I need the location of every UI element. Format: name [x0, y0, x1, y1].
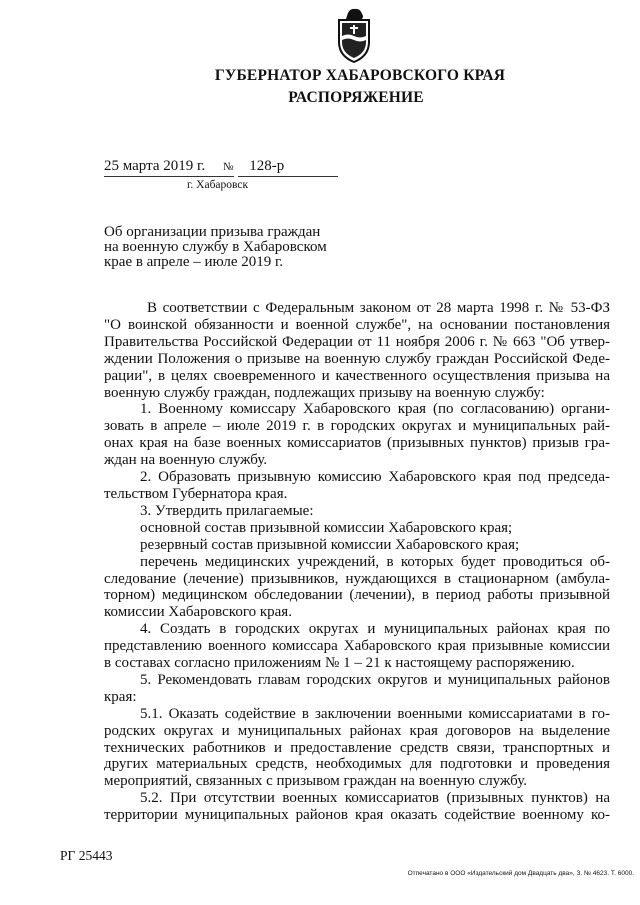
coat-of-arms-emblem [333, 6, 375, 64]
paragraph-item-3 [104, 503, 610, 520]
text-line: других материальных средств, необходимых для подготовки и проведения [104, 756, 610, 773]
text-line: 5. Рекомендовать главам городских округов и муниципальных районов [140, 671, 610, 688]
text-line: комиссии Хабаровского края. [104, 604, 292, 621]
text-line: следование (лечение) призывников, нуждающихся в стационарном (амбула- [104, 570, 610, 587]
document-city: г. Хабаровск [187, 179, 249, 191]
text-line: военную службу граждан, подлежащих призыву на военную службу: [104, 384, 545, 401]
text-line: ждении Положения о призыве на военную службу граждан Российской Феде- [104, 350, 610, 367]
text-line: зовать в апреле – июле 2019 г. в городских округах и муниципальных рай- [104, 418, 610, 435]
paragraph-item-3-b [104, 537, 610, 554]
text-line: родских округах и муниципальных районах края договоров на выделение [104, 722, 610, 739]
text-line: тельством Губернатора края. [104, 485, 288, 502]
subject-line: крае в апреле – июле 2019 г. [104, 254, 284, 270]
text-line: представлению военного комиссара Хабаровского края призывные комиссии [104, 638, 610, 655]
document-subject [104, 225, 344, 270]
document-date-number [104, 158, 284, 175]
paragraph-preamble [104, 300, 610, 401]
paragraph-item-4 [104, 621, 610, 672]
paragraph-item-5-1 [104, 706, 610, 791]
text-line: 2. Образовать призывную комиссию Хабаровского края под председа- [140, 469, 610, 486]
document-number: 128-р [249, 158, 285, 174]
text-line: перечень медицинских учреждений, в которых будет проводиться об- [140, 553, 610, 570]
text-line: торном) медицинском обследовании (лечении), в период работы призывной [104, 587, 610, 604]
text-line: 5.1. Оказать содействие в заключении военными комиссариатами в го- [140, 705, 610, 722]
document-body [104, 300, 610, 824]
paragraph-item-2 [104, 469, 610, 503]
text-line: края: [104, 688, 137, 705]
text-line: основной состав призывной комиссии Хабаровского края; [140, 519, 513, 536]
document-authority-title: ГУБЕРНАТОР ХАБАРОВСКОГО КРАЯ [214, 67, 506, 84]
text-line: "О воинской обязанности и военной службе", на основании постановления [104, 316, 610, 333]
text-line: 1. Военному комиссару Хабаровского края (по согласованию) органи- [140, 401, 610, 418]
text-line: территории муниципальных районов края оказать содействие военному ко- [104, 807, 610, 824]
registration-code: РГ 25443 [60, 848, 113, 863]
printer-imprint: Отпечатано в ООО «Издательский дом Двадцать два», З. № 4623. Т. 6000. [407, 870, 634, 877]
paragraph-item-1 [104, 401, 610, 469]
text-line: 4. Создать в городских округах и муниципальных районах края по [140, 621, 610, 638]
text-line: мероприятий, связанных с призывом граждан на военную службу. [104, 773, 527, 790]
text-line: Правительства Российской Федерации от 11 ноября 2006 г. № 663 "Об утвер- [104, 333, 610, 350]
paragraph-item-3-c [104, 554, 610, 622]
paragraph-item-5 [104, 672, 610, 706]
paragraph-item-3-a [104, 520, 610, 537]
date-underline [104, 176, 234, 177]
text-line: 3. Утвердить прилагаемые: [140, 502, 314, 519]
text-line: технических работников и предоставление средств связи, транспортных и [104, 739, 610, 756]
text-line: в составах согласно приложениям № 1 – 21 к настоящему распоряжению. [104, 655, 575, 672]
text-line: ждан на военную службу. [104, 452, 268, 469]
document-date: 25 марта 2019 г. [104, 158, 206, 174]
text-line: онах края на базе военных комиссариатов (призывных пунктов) призыв гра- [104, 435, 610, 452]
text-line: резервный состав призывной комиссии Хабаровского края; [140, 536, 520, 553]
subject-line: Об организации призыва граждан [104, 224, 321, 240]
paragraph-item-5-2 [104, 790, 610, 824]
number-sign: № [222, 161, 234, 173]
text-line: 5.2. При отсутствии военных комиссариатов (призывных пунктов) на [140, 790, 610, 807]
number-underline [238, 176, 338, 177]
document-type-title: РАСПОРЯЖЕНИЕ [288, 89, 424, 106]
text-line: В соответствии с Федеральным законом от 28 марта 1998 г. № 53-ФЗ [147, 300, 610, 316]
text-line: рации", в целях своевременного и качественного осуществления призыва на [104, 367, 610, 384]
subject-line: на военную службу в Хабаровском [104, 239, 327, 255]
